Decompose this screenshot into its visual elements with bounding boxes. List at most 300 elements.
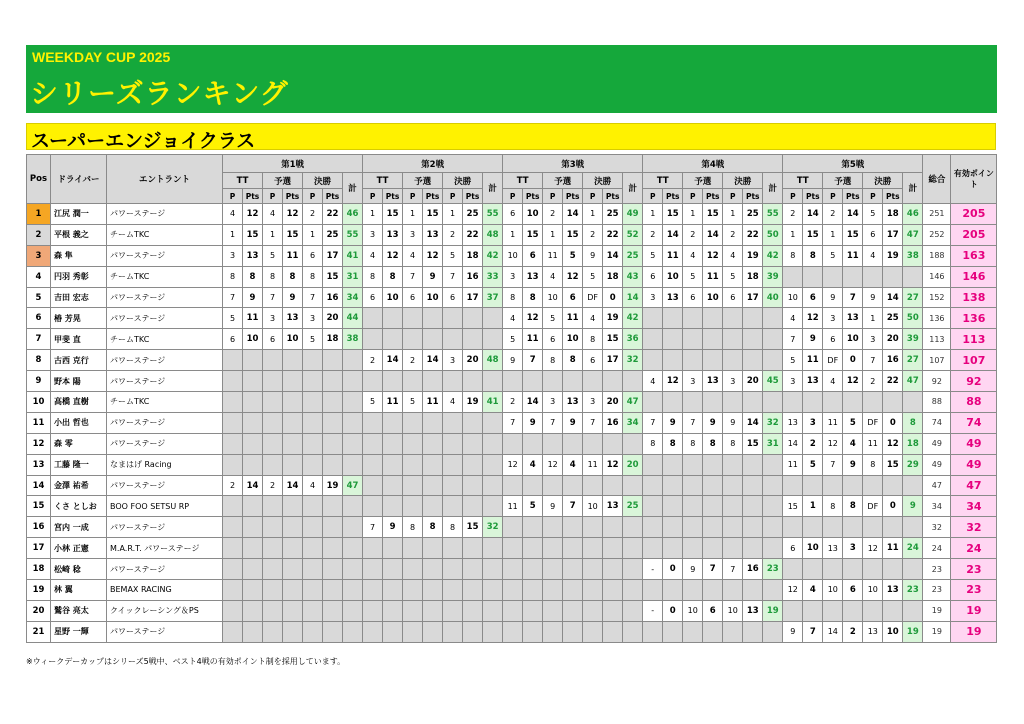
driver-cell: 工藤 隆一 [51,454,107,475]
empty-cell [383,559,403,580]
empty-cell [263,538,283,559]
position-value-cell: 3 [823,308,843,329]
position-value-cell: 1 [583,204,603,225]
empty-cell [643,454,663,475]
empty-cell [663,538,683,559]
position-value-cell: 10 [863,580,883,601]
round-sum-cell: 55 [343,224,363,245]
empty-cell [243,371,263,392]
empty-cell [843,517,863,538]
empty-cell [403,329,423,350]
position-value-cell: 7 [823,454,843,475]
effective-points-cell: 32 [951,517,997,538]
empty-cell [383,308,403,329]
empty-cell [303,433,323,454]
entrant-cell: BOO FOO SETSU RP [107,496,223,517]
header-p: P [223,189,243,204]
overall-cell: 88 [923,392,951,413]
points-value-cell: 7 [703,559,723,580]
empty-cell [623,621,643,642]
position-value-cell: 8 [643,433,663,454]
empty-cell [803,517,823,538]
empty-cell [383,475,403,496]
effective-points-cell: 74 [951,412,997,433]
empty-cell [283,392,303,413]
table-row [27,600,997,621]
empty-cell [303,350,323,371]
overall-cell: 252 [923,224,951,245]
driver-cell: 平根 義之 [51,224,107,245]
empty-cell [463,621,483,642]
empty-cell [683,538,703,559]
position-value-cell: 8 [443,517,463,538]
round-sum-cell: 18 [903,433,923,454]
empty-cell [363,371,383,392]
empty-cell [503,559,523,580]
position-value-cell: 5 [583,266,603,287]
header-driver: ドライバー [51,155,107,204]
table-row [27,538,997,559]
points-value-cell: 18 [323,329,343,350]
overall-cell: 19 [923,621,951,642]
position-value-cell: DF [863,496,883,517]
empty-cell [263,454,283,475]
position-value-cell: 9 [823,287,843,308]
position-value-cell: 6 [783,538,803,559]
position-cell: 21 [27,621,51,642]
position-value-cell: 12 [823,433,843,454]
empty-cell [683,350,703,371]
empty-cell [783,392,803,413]
position-value-cell: 3 [543,392,563,413]
points-value-cell: 7 [803,621,823,642]
points-value-cell: 15 [523,224,543,245]
position-value-cell: 6 [823,329,843,350]
round-sum-cell: 32 [623,350,643,371]
empty-cell [743,580,763,601]
points-value-cell: 17 [883,224,903,245]
empty-cell [743,329,763,350]
points-value-cell: 14 [423,350,443,371]
position-value-cell: 11 [543,245,563,266]
overall-cell: 49 [923,433,951,454]
header-pos: Pos [27,155,51,204]
empty-cell [643,538,663,559]
points-value-cell: 15 [663,204,683,225]
table-row [27,245,997,266]
header-p: P [443,189,463,204]
empty-cell [363,454,383,475]
points-value-cell: 13 [423,224,443,245]
entrant-cell: パワーステージ [107,475,223,496]
empty-cell [603,433,623,454]
round-sum-cell: 34 [623,412,643,433]
round-sum-cell: 33 [483,266,503,287]
empty-cell [283,621,303,642]
empty-cell [403,433,423,454]
empty-cell [383,454,403,475]
points-value-cell: 16 [883,350,903,371]
points-value-cell: 14 [703,224,723,245]
points-value-cell: 19 [603,308,623,329]
empty-cell [363,600,383,621]
empty-cell [303,600,323,621]
points-value-cell: 8 [843,496,863,517]
points-value-cell: 9 [843,454,863,475]
empty-cell [683,496,703,517]
points-value-cell: 14 [843,204,863,225]
position-value-cell: 8 [863,454,883,475]
empty-cell [583,621,603,642]
points-value-cell: 15 [323,266,343,287]
round-sum-cell: 37 [483,287,503,308]
round-sum-cell: 36 [623,329,643,350]
position-value-cell: 5 [643,245,663,266]
empty-cell [623,600,643,621]
round-sum-cell: 19 [903,621,923,642]
points-value-cell: 8 [243,266,263,287]
points-value-cell: 11 [803,350,823,371]
header-pts: Pts [803,189,823,204]
empty-cell [643,475,663,496]
empty-cell [303,496,323,517]
empty-cell [843,559,863,580]
position-cell: 2 [27,224,51,245]
empty-cell [723,350,743,371]
points-value-cell: 15 [463,517,483,538]
position-value-cell: 2 [643,224,663,245]
position-value-cell: 1 [303,224,323,245]
empty-cell [463,454,483,475]
empty-cell [323,350,343,371]
title-banner [26,45,997,113]
empty-cell [583,538,603,559]
empty-cell [783,517,803,538]
empty-cell [583,517,603,538]
position-value-cell: 8 [723,433,743,454]
points-value-cell: 10 [383,287,403,308]
header-round: 第3戦 [503,155,643,173]
empty-cell [743,392,763,413]
empty-cell [563,371,583,392]
empty-cell [603,475,623,496]
empty-cell [623,371,643,392]
points-value-cell: 11 [703,266,723,287]
empty-cell [223,600,243,621]
empty-cell [303,580,323,601]
points-value-cell: 14 [243,475,263,496]
position-value-cell: 1 [543,224,563,245]
empty-cell [263,392,283,413]
effective-points-cell: 138 [951,287,997,308]
empty-cell [223,454,243,475]
header-sum: 計 [763,173,783,204]
empty-cell [283,454,303,475]
empty-cell [623,433,643,454]
empty-cell [663,496,683,517]
points-value-cell: 17 [743,287,763,308]
empty-cell [403,308,423,329]
points-value-cell: 9 [243,287,263,308]
position-value-cell: 3 [683,371,703,392]
header-sum: 計 [903,173,923,204]
position-value-cell: 2 [503,392,523,413]
effective-points-cell: 205 [951,204,997,225]
header-p: P [263,189,283,204]
position-value-cell: 11 [863,433,883,454]
points-value-cell: 14 [803,204,823,225]
position-value-cell: 7 [863,350,883,371]
points-value-cell: 3 [803,412,823,433]
empty-cell [243,454,263,475]
position-value-cell: 6 [363,287,383,308]
empty-cell [763,350,783,371]
points-value-cell: 13 [803,371,823,392]
points-value-cell: 19 [883,245,903,266]
position-value-cell: 10 [503,245,523,266]
position-value-cell: 7 [723,559,743,580]
points-value-cell: 12 [803,308,823,329]
effective-points-cell: 88 [951,392,997,413]
points-value-cell: 14 [283,475,303,496]
position-value-cell: DF [863,412,883,433]
position-value-cell: 5 [683,266,703,287]
empty-cell [763,475,783,496]
position-value-cell: 2 [723,224,743,245]
empty-cell [403,538,423,559]
position-value-cell: 7 [643,412,663,433]
empty-cell [323,580,343,601]
entrant-cell: BEMAX RACING [107,580,223,601]
empty-cell [343,517,363,538]
driver-cell: 森 零 [51,433,107,454]
empty-cell [623,580,643,601]
overall-cell: 32 [923,517,951,538]
points-value-cell: 13 [883,580,903,601]
table-row [27,433,997,454]
effective-points-cell: 23 [951,559,997,580]
driver-cell: 高橋 直樹 [51,392,107,413]
empty-cell [323,559,343,580]
empty-cell [403,600,423,621]
empty-cell [443,308,463,329]
position-value-cell: 2 [443,224,463,245]
round-sum-cell: 23 [903,580,923,601]
empty-cell [723,308,743,329]
empty-cell [703,496,723,517]
position-value-cell: 7 [683,412,703,433]
points-value-cell: 15 [283,224,303,245]
empty-cell [303,517,323,538]
empty-cell [703,329,723,350]
empty-cell [463,371,483,392]
empty-cell [503,580,523,601]
header-entrant: エントラント [107,155,223,204]
points-value-cell: 10 [843,329,863,350]
empty-cell [243,350,263,371]
empty-cell [603,580,623,601]
position-value-cell: 7 [583,412,603,433]
points-value-cell: 10 [803,538,823,559]
empty-cell [523,475,543,496]
overall-cell: 188 [923,245,951,266]
empty-cell [283,371,303,392]
points-value-cell: 11 [563,308,583,329]
empty-cell [343,600,363,621]
empty-cell [903,266,923,287]
empty-cell [223,517,243,538]
position-cell: 18 [27,559,51,580]
class-name: スーパーエンジョイクラス [31,130,256,152]
empty-cell [723,454,743,475]
points-value-cell: 11 [843,245,863,266]
empty-cell [243,392,263,413]
points-value-cell: 0 [663,600,683,621]
empty-cell [303,559,323,580]
position-value-cell: 1 [723,204,743,225]
round-sum-cell: 8 [903,412,923,433]
position-value-cell: 8 [823,496,843,517]
table-row [27,204,997,225]
empty-cell [363,412,383,433]
empty-cell [503,433,523,454]
empty-cell [563,621,583,642]
empty-cell [543,475,563,496]
points-value-cell: 14 [523,392,543,413]
round-sum-cell: 55 [483,204,503,225]
overall-cell: 113 [923,329,951,350]
empty-cell [403,371,423,392]
entrant-cell: パワーステージ [107,559,223,580]
empty-cell [523,600,543,621]
round-sum-cell: 50 [903,308,923,329]
empty-cell [883,517,903,538]
position-value-cell: 4 [583,308,603,329]
points-value-cell: 15 [803,224,823,245]
empty-cell [843,266,863,287]
empty-cell [383,538,403,559]
empty-cell [763,496,783,517]
effective-points-cell: 47 [951,475,997,496]
empty-cell [323,600,343,621]
empty-cell [703,454,723,475]
driver-cell: 宮内 一成 [51,517,107,538]
position-value-cell: 8 [403,517,423,538]
points-value-cell: 4 [803,580,823,601]
header-p: P [543,189,563,204]
empty-cell [443,329,463,350]
table-row [27,454,997,475]
position-value-cell: 6 [723,287,743,308]
position-value-cell: 13 [863,621,883,642]
position-value-cell: 3 [363,224,383,245]
empty-cell [283,433,303,454]
driver-cell: 吉田 宏志 [51,287,107,308]
empty-cell [523,621,543,642]
points-value-cell: 12 [603,454,623,475]
round-sum-cell: 41 [343,245,363,266]
empty-cell [443,496,463,517]
position-value-cell: 3 [403,224,423,245]
table-row [27,517,997,538]
position-value-cell: 6 [223,329,243,350]
points-value-cell: 18 [743,266,763,287]
empty-cell [363,475,383,496]
position-value-cell: 3 [303,308,323,329]
empty-cell [843,392,863,413]
header-pts: Pts [523,189,543,204]
entrant-cell: チームTKC [107,329,223,350]
position-value-cell: 9 [863,287,883,308]
driver-cell: 松崎 稔 [51,559,107,580]
entrant-cell: M.A.R.T. パワーステージ [107,538,223,559]
points-value-cell: 6 [563,287,583,308]
position-value-cell: 8 [223,266,243,287]
position-value-cell: 4 [683,245,703,266]
empty-cell [223,371,243,392]
overall-cell: 34 [923,496,951,517]
overall-cell: 152 [923,287,951,308]
empty-cell [383,621,403,642]
points-value-cell: 9 [383,517,403,538]
empty-cell [343,559,363,580]
position-value-cell: 12 [783,580,803,601]
table-row [27,266,997,287]
empty-cell [383,496,403,517]
empty-cell [783,475,803,496]
entrant-cell: パワーステージ [107,287,223,308]
points-value-cell: 17 [603,350,623,371]
position-value-cell: 4 [643,371,663,392]
empty-cell [483,559,503,580]
points-value-cell: 0 [603,287,623,308]
position-value-cell: 5 [783,350,803,371]
table-row [27,371,997,392]
empty-cell [743,496,763,517]
empty-cell [803,475,823,496]
empty-cell [563,538,583,559]
empty-cell [323,538,343,559]
round-sum-cell: 46 [903,204,923,225]
empty-cell [363,621,383,642]
round-sum-cell: 9 [903,496,923,517]
empty-cell [723,496,743,517]
empty-cell [483,371,503,392]
position-value-cell: 10 [583,496,603,517]
round-sum-cell: 47 [343,475,363,496]
position-value-cell: 5 [223,308,243,329]
points-value-cell: 22 [883,371,903,392]
empty-cell [323,412,343,433]
empty-cell [363,559,383,580]
empty-cell [243,580,263,601]
round-sum-cell: 44 [343,308,363,329]
round-sum-cell: 24 [903,538,923,559]
position-value-cell: 1 [363,204,383,225]
overall-cell: 47 [923,475,951,496]
round-sum-cell: 49 [623,204,643,225]
position-value-cell: 2 [363,350,383,371]
driver-cell: 椿 芳晃 [51,308,107,329]
empty-cell [643,496,663,517]
empty-cell [683,517,703,538]
empty-cell [663,392,683,413]
driver-cell: 森 隼 [51,245,107,266]
empty-cell [343,350,363,371]
empty-cell [423,433,443,454]
entrant-cell: なまはげ Racing [107,454,223,475]
table-row [27,621,997,642]
